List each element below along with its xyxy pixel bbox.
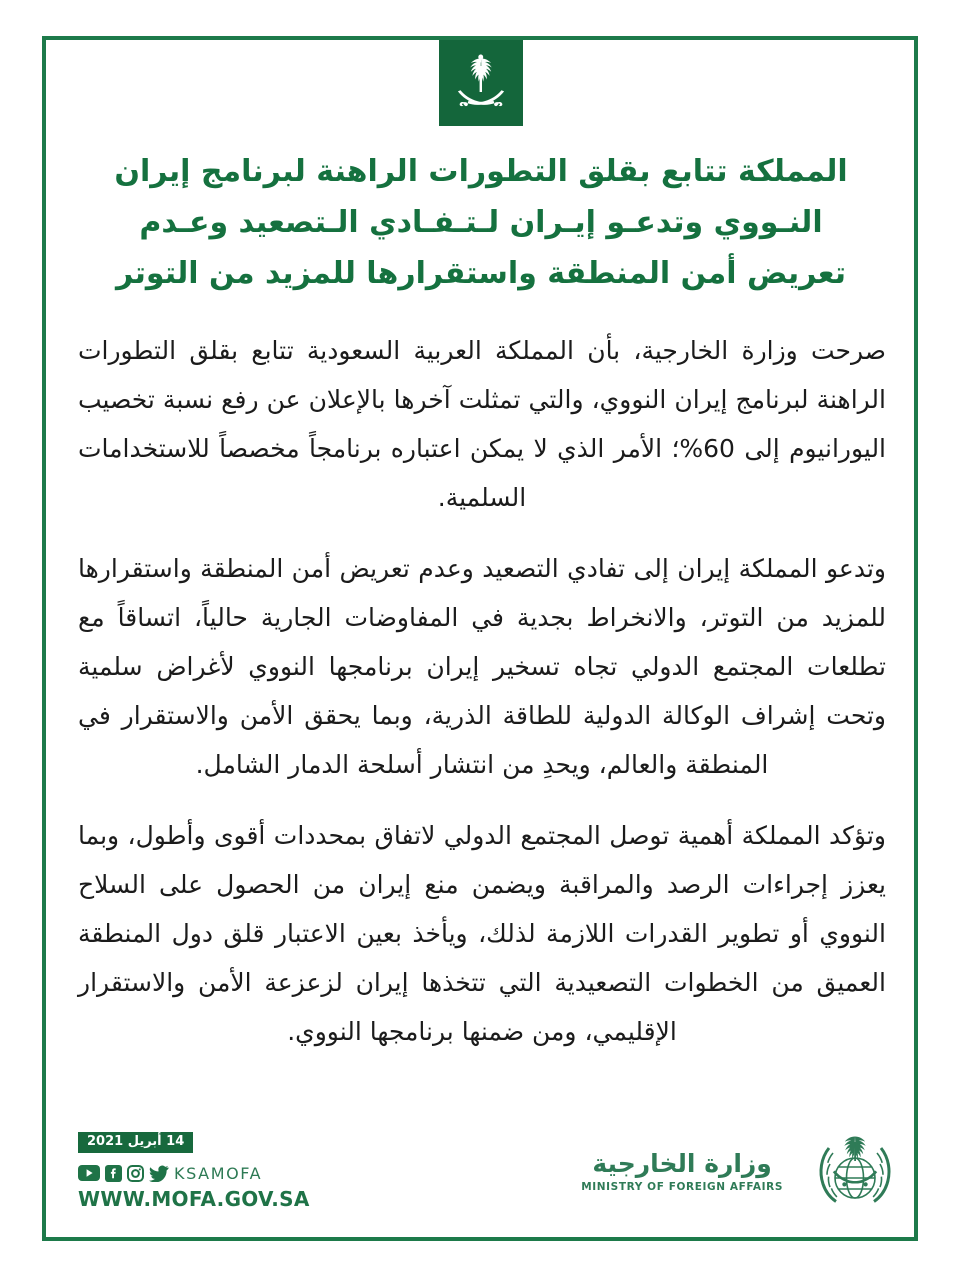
website-url[interactable]: WWW.MOFA.GOV.SA bbox=[78, 1187, 310, 1212]
headline-line-2: النـووي وتدعـو إيـران لـتـفـادي الـتصعيد وعـدم bbox=[139, 205, 823, 240]
twitter-icon[interactable] bbox=[149, 1165, 169, 1182]
footer-right-block bbox=[581, 1126, 901, 1218]
page-footer bbox=[0, 1120, 961, 1240]
statement-paragraph-3: وتؤكد المملكة أهمية توصل المجتمع الدولي لاتفاق بمحددات أقوى وأطول، وبما يعزز إجراءات الرصد والمراقبة ويضمن منع إيران من الحصول على السلاح النووي أو تطوير القدرات اللازمة لذلك، ويأخذ بعين الاعتبار قلق دول المنطقة العميق من الخطوات التصعيدية التي تتخذها إيران لزعزعة الأمن والاستقرار الإقليمي، ومن ضمنها برنامجها النووي. bbox=[78, 821, 886, 1046]
social-handle: KSAMOFA bbox=[174, 1163, 263, 1183]
statement-paragraph-2: وتدعو المملكة إيران إلى تفادي التصعيد وعدم تعريض أمن المنطقة واستقرارها للمزيد من التوتر، والانخراط بجدية في المفاوضات الجارية حالياً، اتساقاً مع تطلعات المجتمع الدولي تجاه تسخير إيران برنامجها النووي لأغراض سلمية وتحت إشراف الوكالة الدولية للطاقة الذرية، وبما يحقق الأمن والاستقرار في المنطقة والعالم، ويحدِ من انتشار أسلحة الدمار الشامل. bbox=[78, 554, 886, 779]
ministry-wordmark bbox=[581, 1151, 783, 1192]
statement-paragraph-1: صرحت وزارة الخارجية، بأن المملكة العربية السعودية تتابع بقلق التطورات الراهنة لبرنامج إيران النووي، والتي تمثلت آخرها بالإعلان عن رفع نسبة تخصيب اليورانيوم إلى 60%؛ الأمر الذي لا يمكن اعتباره برنامجاً مخصصاً للاستخدامات السلمية. bbox=[78, 336, 887, 512]
publication-date-badge: 14 أبريل 2021 bbox=[78, 1132, 193, 1153]
saudi-national-emblem bbox=[439, 40, 523, 126]
headline-line-3: تعريض أمن المنطقة واستقرارها للمزيد من التوتر bbox=[115, 256, 847, 291]
social-links-row bbox=[78, 1162, 408, 1184]
ministry-name-english: MINISTRY OF FOREIGN AFFAIRS bbox=[581, 1180, 783, 1193]
facebook-icon[interactable] bbox=[105, 1165, 122, 1182]
footer-left-block bbox=[78, 1130, 408, 1211]
headline-line-1: المملكة تتابع بقلق التطورات الراهنة لبرنامج إيران bbox=[114, 154, 848, 189]
mofa-crest bbox=[809, 1126, 901, 1218]
ministry-name-arabic: وزارة الخارجية bbox=[592, 1149, 772, 1179]
instagram-icon[interactable] bbox=[127, 1165, 144, 1182]
page-title bbox=[62, 146, 900, 299]
statement-body bbox=[78, 326, 886, 1056]
youtube-icon[interactable] bbox=[78, 1165, 100, 1181]
